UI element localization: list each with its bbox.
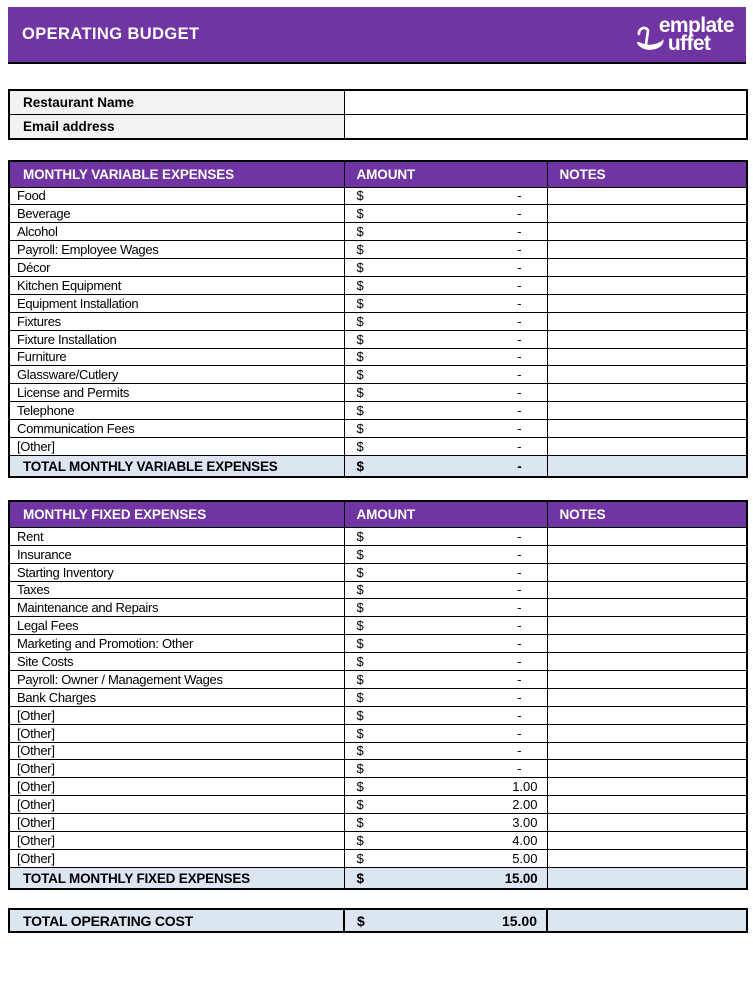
- table-row: [9, 312, 747, 330]
- amount-value: -: [517, 546, 522, 562]
- amount-cell[interactable]: [344, 724, 547, 742]
- notes-cell[interactable]: [547, 384, 747, 402]
- amount-value: -: [517, 349, 522, 365]
- form-row-email-address: [9, 115, 747, 140]
- expense-label: [Other]: [9, 742, 344, 760]
- total-amount-cell: [344, 867, 547, 889]
- amount-value: -: [517, 689, 522, 705]
- amount-cell[interactable]: [344, 832, 547, 850]
- currency-symbol: $: [356, 277, 364, 293]
- notes-cell[interactable]: [547, 581, 747, 599]
- amount-value: -: [517, 600, 522, 616]
- notes-cell[interactable]: [547, 724, 747, 742]
- table-row: [9, 635, 747, 653]
- notes-cell[interactable]: [547, 563, 747, 581]
- currency-symbol: $: [356, 385, 364, 401]
- amount-cell[interactable]: [344, 563, 547, 581]
- amount-value: -: [517, 636, 522, 652]
- amount-cell[interactable]: [344, 796, 547, 814]
- table-row: [9, 581, 747, 599]
- table-row: [9, 330, 747, 348]
- amount-cell[interactable]: [344, 814, 547, 832]
- table-row: [9, 187, 747, 205]
- expense-label: License and Permits: [9, 384, 344, 402]
- total-operating-cost-row: [9, 909, 747, 932]
- total-amount-value: -: [517, 458, 522, 474]
- amount-cell[interactable]: [344, 384, 547, 402]
- currency-symbol: $: [356, 403, 364, 419]
- table-row: [9, 742, 747, 760]
- notes-cell[interactable]: [547, 778, 747, 796]
- amount-cell[interactable]: [344, 366, 547, 384]
- currency-symbol: $: [356, 761, 364, 777]
- table-row: [9, 384, 747, 402]
- notes-cell[interactable]: [547, 259, 747, 277]
- amount-value: -: [517, 438, 522, 454]
- notes-cell[interactable]: [547, 742, 747, 760]
- table-header-row: [9, 501, 747, 527]
- table-row: [9, 849, 747, 867]
- amount-cell[interactable]: [344, 330, 547, 348]
- amount-cell[interactable]: [344, 276, 547, 294]
- notes-cell[interactable]: [547, 294, 747, 312]
- notes-cell[interactable]: [547, 437, 747, 455]
- table-row: [9, 563, 747, 581]
- expense-label: Maintenance and Repairs: [9, 599, 344, 617]
- amount-cell[interactable]: [344, 312, 547, 330]
- expense-label: Décor: [9, 259, 344, 277]
- table-row: [9, 814, 747, 832]
- expense-label: [Other]: [9, 796, 344, 814]
- amount-value: -: [517, 671, 522, 687]
- amount-value: -: [517, 761, 522, 777]
- restaurant-name-field[interactable]: [344, 90, 747, 115]
- expense-label: Fixtures: [9, 312, 344, 330]
- table-row: [9, 778, 747, 796]
- notes-column-header: NOTES: [547, 501, 747, 527]
- notes-cell[interactable]: [547, 348, 747, 366]
- currency-symbol: $: [356, 815, 364, 831]
- table-row: [9, 760, 747, 778]
- expense-label: Alcohol: [9, 223, 344, 241]
- currency-symbol: $: [356, 618, 364, 634]
- amount-cell[interactable]: [344, 635, 547, 653]
- currency-symbol: $: [356, 654, 364, 670]
- table-row: [9, 617, 747, 635]
- amount-cell[interactable]: [344, 688, 547, 706]
- total-notes-cell: [547, 455, 747, 477]
- amount-cell[interactable]: [344, 420, 547, 438]
- table-header-row: [9, 161, 747, 187]
- amount-cell[interactable]: [344, 581, 547, 599]
- expense-label: Bank Charges: [9, 688, 344, 706]
- notes-cell[interactable]: [547, 670, 747, 688]
- amount-value: 1.00: [512, 779, 538, 795]
- amount-cell[interactable]: [344, 760, 547, 778]
- amount-cell[interactable]: [344, 617, 547, 635]
- notes-cell[interactable]: [547, 276, 747, 294]
- amount-cell[interactable]: [344, 527, 547, 545]
- table-row: [9, 832, 747, 850]
- expense-label: Food: [9, 187, 344, 205]
- logo-line-2: uffet: [667, 31, 711, 55]
- expense-label: Communication Fees: [9, 420, 344, 438]
- currency-symbol: $: [356, 671, 364, 687]
- currency-symbol: $: [356, 367, 364, 383]
- amount-cell[interactable]: [344, 742, 547, 760]
- fixed-expenses-total-row: [9, 867, 747, 889]
- currency-symbol: $: [357, 912, 365, 929]
- grand-total-amount-value: 15.00: [501, 912, 537, 929]
- amount-value: -: [517, 528, 522, 544]
- expense-label: Rent: [9, 527, 344, 545]
- notes-column-header: NOTES: [547, 161, 747, 187]
- expense-label: Payroll: Employee Wages: [9, 241, 344, 259]
- notes-cell[interactable]: [547, 545, 747, 563]
- amount-cell[interactable]: [344, 348, 547, 366]
- amount-value: -: [517, 188, 522, 204]
- table-row: [9, 653, 747, 671]
- total-amount-value: 15.00: [504, 870, 538, 886]
- expense-label: Furniture: [9, 348, 344, 366]
- currency-symbol: $: [356, 600, 364, 616]
- amount-value: -: [517, 367, 522, 383]
- amount-column-header: AMOUNT: [344, 501, 547, 527]
- variable-expenses-title: MONTHLY VARIABLE EXPENSES: [9, 161, 344, 187]
- currency-symbol: $: [356, 421, 364, 437]
- logo-line-1: emplate: [658, 14, 734, 37]
- amount-value: -: [517, 707, 522, 723]
- amount-value: -: [517, 618, 522, 634]
- expense-label: Kitchen Equipment: [9, 276, 344, 294]
- amount-value: 4.00: [512, 832, 538, 848]
- amount-cell[interactable]: [344, 223, 547, 241]
- currency-symbol: $: [356, 260, 364, 275]
- currency-symbol: $: [356, 689, 364, 705]
- grand-total-amount-cell: [344, 909, 547, 932]
- expense-label: Site Costs: [9, 653, 344, 671]
- amount-cell[interactable]: [344, 599, 547, 617]
- currency-symbol: $: [356, 797, 364, 813]
- expense-label: Insurance: [9, 545, 344, 563]
- currency-symbol: $: [356, 850, 364, 866]
- expense-label: [Other]: [9, 849, 344, 867]
- variable-expenses-rows: [9, 187, 747, 455]
- notes-cell[interactable]: [547, 653, 747, 671]
- notes-cell[interactable]: [547, 366, 747, 384]
- currency-symbol: $: [356, 870, 364, 886]
- expense-label: Marketing and Promotion: Other: [9, 635, 344, 653]
- amount-value: -: [517, 313, 522, 329]
- table-row: [9, 688, 747, 706]
- amount-cell[interactable]: [344, 259, 547, 277]
- amount-value: -: [517, 654, 522, 670]
- amount-cell[interactable]: [344, 437, 547, 455]
- amount-column-header: AMOUNT: [344, 161, 547, 187]
- amount-cell[interactable]: [344, 849, 547, 867]
- amount-value: -: [517, 725, 522, 741]
- amount-cell[interactable]: [344, 706, 547, 724]
- currency-symbol: $: [356, 438, 364, 454]
- table-row: [9, 670, 747, 688]
- amount-value: -: [517, 743, 522, 759]
- amount-cell[interactable]: [344, 205, 547, 223]
- email-address-field[interactable]: [344, 115, 747, 140]
- amount-cell[interactable]: [344, 670, 547, 688]
- total-notes-cell: [547, 867, 747, 889]
- notes-cell[interactable]: [547, 688, 747, 706]
- expense-label: [Other]: [9, 778, 344, 796]
- expense-label: Starting Inventory: [9, 563, 344, 581]
- email-address-label: Email address: [9, 115, 344, 140]
- currency-symbol: $: [356, 206, 364, 222]
- currency-symbol: $: [356, 725, 364, 741]
- currency-symbol: $: [356, 832, 364, 848]
- notes-cell[interactable]: [547, 420, 747, 438]
- table-row: [9, 402, 747, 420]
- grand-total-label: TOTAL OPERATING COST: [9, 909, 344, 932]
- expense-label: [Other]: [9, 832, 344, 850]
- fixed-expenses-title: MONTHLY FIXED EXPENSES: [9, 501, 344, 527]
- title-banner: [8, 7, 746, 64]
- currency-symbol: $: [356, 779, 364, 795]
- amount-cell[interactable]: [344, 241, 547, 259]
- notes-cell[interactable]: [547, 187, 747, 205]
- page-title: OPERATING BUDGET: [22, 25, 200, 43]
- fixed-expenses-table: [8, 500, 748, 890]
- expense-label: Glassware/Cutlery: [9, 366, 344, 384]
- table-row: [9, 205, 747, 223]
- table-row: [9, 724, 747, 742]
- amount-value: -: [517, 385, 522, 401]
- currency-symbol: $: [356, 707, 364, 723]
- notes-cell[interactable]: [547, 599, 747, 617]
- notes-cell[interactable]: [547, 760, 747, 778]
- amount-value: 5.00: [512, 850, 538, 866]
- amount-value: -: [517, 564, 522, 580]
- currency-symbol: $: [356, 458, 364, 474]
- table-row: [9, 545, 747, 563]
- currency-symbol: $: [356, 242, 364, 258]
- currency-symbol: $: [356, 331, 364, 347]
- notes-cell[interactable]: [547, 796, 747, 814]
- amount-cell[interactable]: [344, 653, 547, 671]
- notes-cell[interactable]: [547, 635, 747, 653]
- currency-symbol: $: [356, 743, 364, 759]
- amount-value: -: [517, 277, 522, 293]
- total-amount-cell: [344, 455, 547, 477]
- notes-cell[interactable]: [547, 205, 747, 223]
- expense-label: [Other]: [9, 724, 344, 742]
- expense-label: Taxes: [9, 581, 344, 599]
- amount-value: 2.00: [512, 797, 538, 813]
- table-row: [9, 276, 747, 294]
- table-row: [9, 796, 747, 814]
- table-row: [9, 706, 747, 724]
- template-buffet-logo: [633, 8, 734, 62]
- expense-label: Legal Fees: [9, 617, 344, 635]
- notes-cell[interactable]: [547, 617, 747, 635]
- notes-cell[interactable]: [547, 312, 747, 330]
- notes-cell[interactable]: [547, 402, 747, 420]
- notes-cell[interactable]: [547, 832, 747, 850]
- amount-cell[interactable]: [344, 778, 547, 796]
- currency-symbol: $: [356, 528, 364, 544]
- info-form: [8, 89, 748, 140]
- total-label: TOTAL MONTHLY VARIABLE EXPENSES: [9, 455, 344, 477]
- table-row: [9, 348, 747, 366]
- amount-value: -: [517, 295, 522, 311]
- table-row: [9, 420, 747, 438]
- expense-label: Equipment Installation: [9, 294, 344, 312]
- currency-symbol: $: [356, 349, 364, 365]
- expense-label: Telephone: [9, 402, 344, 420]
- logo-wordmark: [658, 14, 734, 55]
- amount-value: -: [517, 403, 522, 419]
- total-operating-cost-table: [8, 908, 748, 933]
- table-row: [9, 223, 747, 241]
- expense-label: [Other]: [9, 437, 344, 455]
- table-row: [9, 366, 747, 384]
- table-row: [9, 241, 747, 259]
- table-row: [9, 259, 747, 277]
- amount-value: -: [517, 582, 522, 598]
- amount-cell[interactable]: [344, 402, 547, 420]
- expense-label: Fixture Installation: [9, 330, 344, 348]
- restaurant-name-label: Restaurant Name: [9, 90, 344, 115]
- currency-symbol: $: [356, 636, 364, 652]
- notes-cell[interactable]: [547, 223, 747, 241]
- amount-cell[interactable]: [344, 187, 547, 205]
- variable-expenses-table: [8, 160, 748, 478]
- amount-value: -: [517, 242, 522, 258]
- notes-cell[interactable]: [547, 241, 747, 259]
- amount-cell[interactable]: [344, 294, 547, 312]
- currency-symbol: $: [356, 546, 364, 562]
- variable-expenses-total-row: [9, 455, 747, 477]
- amount-value: -: [517, 224, 522, 240]
- notes-cell[interactable]: [547, 527, 747, 545]
- expense-label: Payroll: Owner / Management Wages: [9, 670, 344, 688]
- table-row: [9, 527, 747, 545]
- amount-value: -: [517, 331, 522, 347]
- amount-value: -: [517, 421, 522, 437]
- currency-symbol: $: [356, 564, 364, 580]
- currency-symbol: $: [356, 224, 364, 240]
- notes-cell[interactable]: [547, 849, 747, 867]
- expense-label: [Other]: [9, 706, 344, 724]
- table-row: [9, 294, 747, 312]
- total-label: TOTAL MONTHLY FIXED EXPENSES: [9, 867, 344, 889]
- grand-total-notes-cell: [547, 909, 747, 932]
- table-row: [9, 599, 747, 617]
- currency-symbol: $: [356, 188, 364, 204]
- expense-label: [Other]: [9, 760, 344, 778]
- currency-symbol: $: [356, 295, 364, 311]
- notes-cell[interactable]: [547, 814, 747, 832]
- notes-cell[interactable]: [547, 706, 747, 724]
- currency-symbol: $: [356, 313, 364, 329]
- table-row: [9, 437, 747, 455]
- expense-label: [Other]: [9, 814, 344, 832]
- amount-cell[interactable]: [344, 545, 547, 563]
- fixed-expenses-rows: [9, 527, 747, 867]
- form-row-restaurant-name: [9, 90, 747, 115]
- amount-value: -: [517, 260, 522, 275]
- amount-value: -: [517, 206, 522, 222]
- notes-cell[interactable]: [547, 330, 747, 348]
- expense-label: Beverage: [9, 205, 344, 223]
- amount-value: 3.00: [512, 815, 538, 831]
- currency-symbol: $: [356, 582, 364, 598]
